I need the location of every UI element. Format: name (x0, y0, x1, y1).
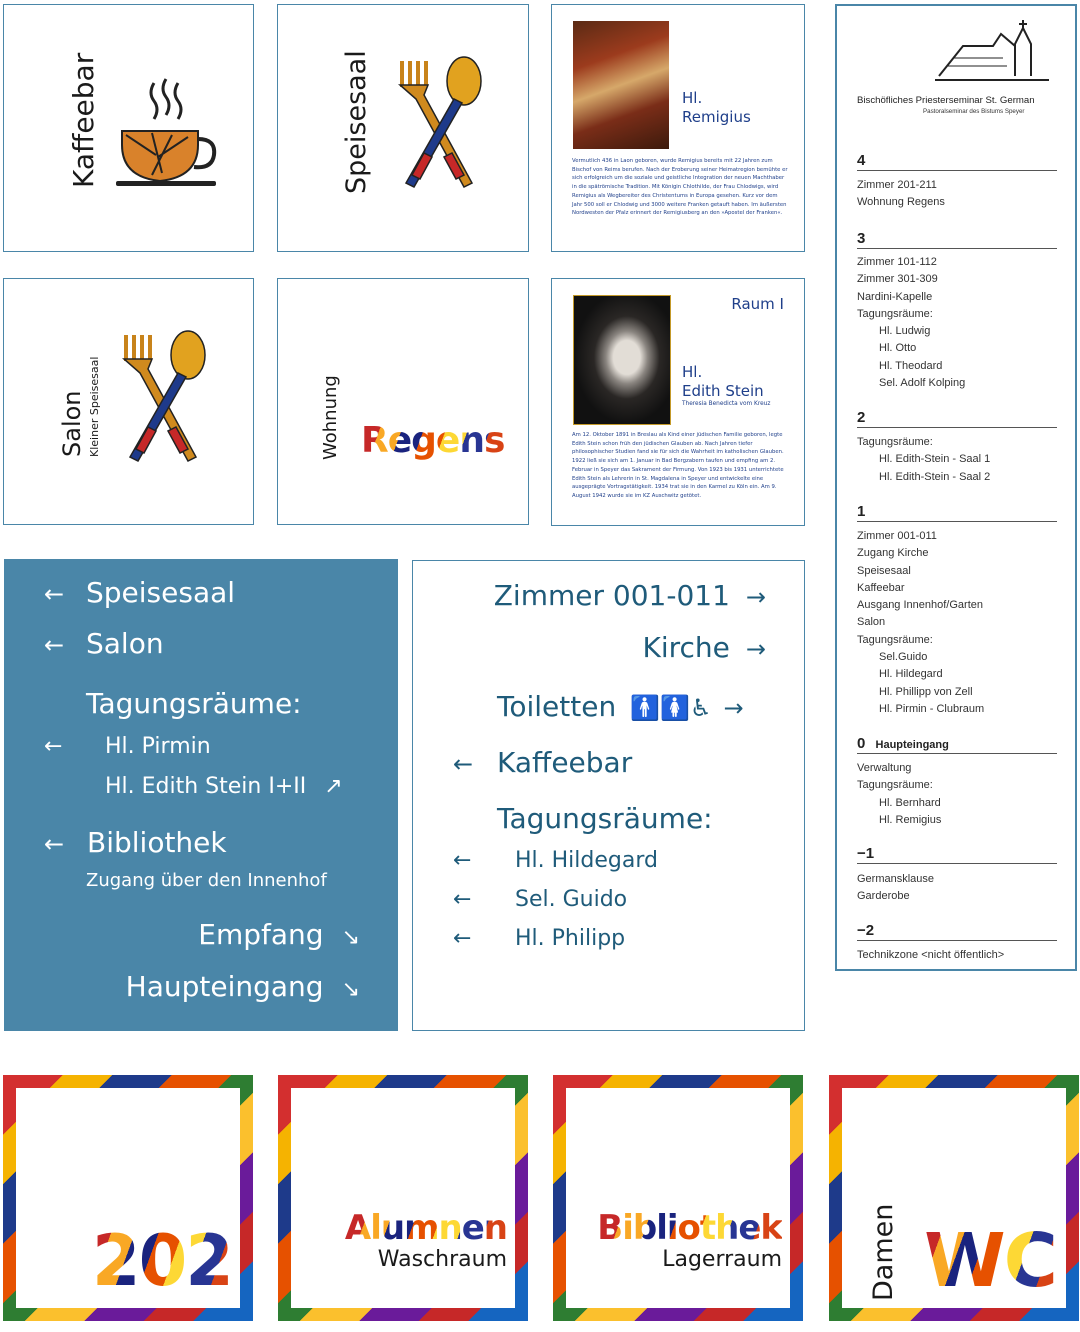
remigius-title: Hl. Remigius (682, 89, 751, 126)
floor-2-heading: 2 (857, 409, 1057, 428)
direction-edith-stein (105, 774, 343, 799)
list-item: Hl. Ludwig (879, 325, 931, 338)
direction-label: Salon (86, 627, 164, 660)
speisesaal-label: Speisesaal (341, 50, 372, 194)
edith-stein-bio: Am 12. Oktober 1891 in Breslau als Kind einer jüdischen Familie geboren, legte Edith Stein schon früh den jüdischen Glauben ab. Nach Jahren tiefer philosophischer Studien fand sie für sich die Wahrheit im katholischen Glauben. 1922 ließ sie sich am 1. Januar in Bad Bergzabern taufen und empfing am 2. Februar in Speyer das Sakrament der Firmung. Von 1923 bis 1931 unterrichtete Edith Stein als Lehrerin in St. Magdalena in Speyer und entwickelte eine ausgeprägte Vortragstätigkeit. 1934 trat sie in den Karmel zu Köln ein. Am 9. August 1942 wurde sie im KZ Auschwitz getötet. (572, 432, 784, 499)
arrow-left-icon: ← (44, 580, 65, 608)
coffee-cup-icon (112, 73, 232, 193)
church-logo-icon (933, 18, 1053, 88)
sign-kaffeebar (3, 4, 254, 252)
direction-zimmer (494, 579, 766, 612)
list-item: Tagungsräume: (857, 307, 933, 320)
list-item: Tagungsräume: (857, 436, 933, 448)
direction-salon (44, 627, 164, 660)
direction-haupteingang (126, 970, 360, 1003)
floor-3-heading: 3 (857, 230, 1057, 249)
direction-philipp (453, 926, 625, 951)
floor-0-list (857, 760, 941, 829)
list-item: Kaffeebar (857, 581, 905, 594)
fork-spoon-icon (108, 329, 218, 469)
list-item: Hl. Otto (879, 342, 917, 355)
list-item: Sel. Adolf Kolping (879, 377, 966, 390)
direction-pirmin (44, 734, 211, 759)
sign-speisesaal (277, 4, 529, 252)
alumnen-label: Alumnen (344, 1208, 507, 1248)
remigius-painting (573, 21, 669, 149)
floor-3-list (857, 254, 965, 392)
list-item: Zimmer 001-011 (857, 530, 937, 542)
sign-wohnung-regens (277, 278, 529, 525)
arrow-left-icon: ← (453, 887, 472, 912)
directory-title: Bischöfliches Priesterseminar St. German (857, 95, 1035, 106)
floor-0-suffix: Haupteingang (875, 739, 949, 751)
list-item: Tagungsräume: (857, 633, 933, 646)
sign-edith-stein (551, 278, 805, 526)
raum-label: Raum I (731, 295, 784, 313)
floor-1-heading: 1 (857, 503, 1057, 522)
floor-minus1-list (857, 871, 934, 906)
tagungsraeume-heading: Tagungsräume: (497, 802, 713, 835)
list-item: Salon (857, 616, 886, 629)
floor-4-heading: 4 (857, 152, 1057, 171)
arrow-left-icon: ← (44, 734, 63, 759)
list-item: Zimmer 101-112 (857, 256, 937, 268)
salon-label: Salon (58, 390, 86, 457)
bibliothek-label: Bibliothek (597, 1208, 782, 1248)
direction-empfang (198, 918, 360, 951)
direction-speisesaal (44, 576, 235, 609)
direction-kaffeebar (453, 746, 632, 779)
list-item: Hl. Hildegard (879, 668, 943, 681)
floor-0-heading (857, 735, 1057, 754)
door-sign-bibliothek (553, 1075, 803, 1321)
direction-toiletten (497, 690, 744, 723)
arrow-right-icon: → (745, 583, 766, 611)
list-item: Hl. Edith-Stein - Saal 1 (879, 453, 991, 466)
arrow-left-icon: ← (453, 926, 472, 951)
direction-label: Speisesaal (86, 576, 236, 609)
list-item: Germansklause (857, 873, 935, 885)
remigius-bio: Vermutlich 436 in Laon geboren, wurde Remigius bereits mit 22 Jahren zum Bischof von Reims berufen. Nach der Eroberung seiner Heimatregion bemühte er sich erfolgreich um die soziale und geistliche Integration der neuen Machthaber in die spätrömische Tradition. Mit Königin Chlothilde, der Frau Chlodwigs, wird Remigius als Wegbereiter des Christentums in Europa gesehen. Kurz vor dem Jahr 500 soll er Chlodwig und 3000 weitere Franken getauft haben. Im äußersten Nordwesten der Pfalz erinnert der Remigiusberg an den »Apostel der Franken«. (572, 158, 788, 217)
direction-label: Bibliothek (87, 826, 227, 859)
arrow-left-icon: ← (453, 750, 474, 778)
tagungsraeume-heading: Tagungsräume: (86, 687, 302, 720)
edith-stein-photo (573, 295, 671, 425)
list-item: Wohnung Regens (857, 196, 945, 209)
direction-label: Hl. Edith Stein I+II (105, 774, 307, 799)
direction-label: Hl. Pirmin (105, 734, 211, 759)
direction-kirche (642, 631, 766, 664)
waschraum-label: Waschraum (377, 1247, 507, 1272)
regens-label: Regens (361, 420, 505, 461)
arrow-right-icon: → (745, 635, 766, 663)
list-item: Garderobe (857, 890, 910, 903)
arrow-left-icon: ← (44, 830, 65, 858)
arrow-downright-icon: ↘ (341, 925, 360, 950)
arrow-upright-icon: ↗ (324, 774, 343, 799)
directory-subtitle: Pastoralseminar des Bistums Speyer (923, 108, 1025, 115)
list-item: Verwaltung (857, 762, 912, 774)
floor-directory (835, 4, 1077, 971)
wohnung-label: Wohnung (320, 375, 341, 460)
list-item: Sel.Guido (879, 651, 928, 664)
list-item: Hl. Theodard (879, 359, 943, 372)
kleiner-speisesaal-label: Kleiner Speisesaal (88, 356, 101, 457)
list-item: Technikzone <nicht öffentlich> (857, 949, 1005, 961)
direction-label: Empfang (198, 918, 324, 951)
direction-label: Kaffeebar (497, 746, 633, 779)
room-number: 202 (91, 1220, 232, 1302)
kaffeebar-label: Kaffeebar (67, 52, 100, 188)
direction-guido (453, 887, 627, 912)
fork-spoon-icon (384, 55, 494, 195)
lagerraum-label: Lagerraum (662, 1247, 782, 1272)
floor-minus1-heading: −1 (857, 845, 1057, 864)
edith-stein-title: Hl. Edith Stein (682, 363, 764, 400)
arrow-downright-icon: ↘ (341, 977, 360, 1002)
list-item: Speisesaal (857, 564, 911, 577)
floor-minus2-list (857, 947, 1004, 964)
direction-label: Sel. Guido (515, 887, 628, 912)
list-item: Hl. Pirmin - Clubraum (879, 702, 985, 715)
direction-label: Haupteingang (125, 970, 324, 1003)
damen-label: Damen (868, 1203, 899, 1301)
door-sign-alumnen (278, 1075, 528, 1321)
sign-remigius (551, 4, 805, 252)
list-item: Nardini-Kapelle (857, 290, 933, 303)
list-item: Zugang Kirche (857, 547, 929, 560)
door-sign-damen-wc (829, 1075, 1079, 1321)
direction-label: Zimmer 001-011 (493, 579, 730, 612)
list-item: Ausgang Innenhof/Garten (857, 599, 983, 612)
list-item: Zimmer 201-211 (857, 179, 937, 191)
wayfinding-panel-white (412, 560, 805, 1031)
arrow-right-icon: → (723, 694, 744, 722)
floor-2-list (857, 434, 990, 486)
list-item: Hl. Remigius (879, 813, 942, 826)
floor-1-list (857, 528, 984, 718)
list-item: Hl. Bernhard (879, 796, 941, 809)
floor-0-number: 0 (857, 735, 866, 752)
list-item: Hl. Edith-Stein - Saal 2 (879, 470, 991, 483)
floor-4-list (857, 177, 945, 212)
direction-label: Hl. Philipp (515, 926, 626, 951)
list-item: Hl. Phillipp von Zell (879, 685, 973, 698)
direction-bibliothek (44, 826, 227, 859)
direction-label: Hl. Hildegard (515, 848, 658, 873)
arrow-left-icon: ← (453, 848, 472, 873)
direction-label: Kirche (642, 631, 730, 664)
list-item: Zimmer 301-309 (857, 273, 938, 286)
door-sign-room-202 (3, 1075, 253, 1321)
arrow-left-icon: ← (44, 631, 65, 659)
floor-minus2-heading: −2 (857, 922, 1057, 941)
bibliothek-note: Zugang über den Innenhof (86, 870, 327, 891)
direction-hildegard (453, 848, 658, 873)
sign-salon (3, 278, 254, 525)
toilet-accessibility-icon: 🚹🚺♿ (630, 694, 712, 722)
wayfinding-panel-blue (4, 559, 398, 1031)
direction-label: Toiletten (497, 690, 617, 723)
edith-stein-subtitle: Theresia Benedicta vom Kreuz (682, 401, 771, 407)
list-item: Tagungsräume: (857, 779, 933, 792)
wc-label: WC (924, 1218, 1056, 1304)
